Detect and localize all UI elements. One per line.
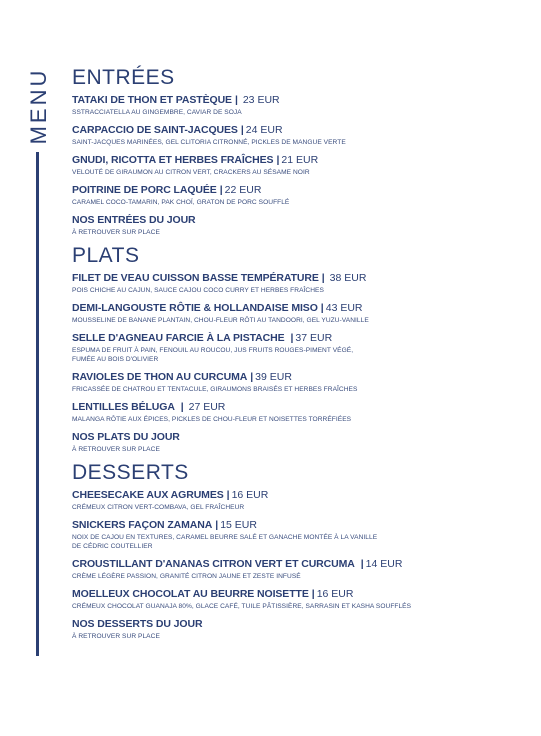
item-description: CRÉMEUX CHOCOLAT GUANAJA 80%, GLACE CAFÉ, TUILE PÂTISSIÈRE, SARRASIN ET KASHA SOUFFLÉS	[72, 603, 412, 610]
item-price: 16 EUR	[316, 588, 354, 600]
item-price: 16 EUR	[231, 489, 269, 501]
menu-item: LENTILLES BÉLUGA | 27 EUR MALANGA RÔTIE AUX ÉPICES, PICKLES DE CHOU-FLEUR ET NOISETTES TORRÉFIÉES	[72, 401, 512, 424]
side-menu-label-text: MENU	[26, 67, 51, 145]
item-description: CRÉMEUX CITRON VERT-COMBAVA, GEL FRAÎCHEUR	[72, 504, 245, 511]
item-name: CARPACCIO DE SAINT-JACQUES	[72, 124, 238, 136]
item-price: 27 EUR	[188, 401, 226, 413]
item-name: FILET DE VEAU CUISSON BASSE TEMPÉRATURE	[72, 272, 319, 284]
item-price: 22 EUR	[224, 184, 262, 196]
item-description: ESPUMA DE FRUIT À PAIN, FENOUIL AU ROUCOU, JUS FRUITS ROUGES-PIMENT VÉGÉ, FUMÉE AU BOIS D'OLIVIER	[72, 347, 354, 363]
item-name: SNICKERS FAÇON ZAMANA	[72, 519, 213, 531]
section-desserts	[72, 461, 512, 641]
menu-item: MOELLEUX CHOCOLAT AU BEURRE NOISETTE | 16 EUR CRÉMEUX CHOCOLAT GUANAJA 80%, GLACE CAFÉ, TUILE PÂTISSIÈRE, SARRASIN ET KASHA SOUFFLÉS	[72, 588, 512, 611]
item-name: CROUSTILLANT D'ANANAS CITRON VERT ET CURCUMA	[72, 558, 355, 570]
menu-item: SELLE D'AGNEAU FARCIE À LA PISTACHE | 37 EUR ESPUMA DE FRUIT À PAIN, FENOUIL AU ROUCOU, JUS FRUITS ROUGES-PIMENT VÉGÉ, FUMÉE AU BOIS D'OLIVIER	[72, 332, 512, 364]
item-description: POIS CHICHE AU CAJUN, SAUCE CAJOU COCO CURRY ET HERBES FRAÎCHES	[72, 287, 324, 294]
item-name: TATAKI DE THON ET PASTÈQUE	[72, 94, 232, 106]
item-description: CRÈME LÉGÈRE PASSION, GRANITÉ CITRON JAUNE ET ZESTE INFUSÉ	[72, 573, 301, 580]
item-name: POITRINE DE PORC LAQUÉE	[72, 184, 217, 196]
item-description: SAINT-JACQUES MARINÉES, GEL CLITORIA CITRONNÉ, PICKLES DE MANGUE VERTE	[72, 139, 346, 146]
item-name: DEMI-LANGOUSTE RÔTIE & HOLLANDAISE MISO	[72, 302, 318, 314]
section-entrees	[72, 66, 512, 237]
item-price: 39 EUR	[255, 371, 292, 383]
item-price: 15 EUR	[220, 519, 257, 531]
item-name: LENTILLES BÉLUGA	[72, 401, 175, 413]
menu-item: TATAKI DE THON ET PASTÈQUE | 23 EUR SSTRACCIATELLA AU GINGEMBRE, CAVIAR DE SOJA	[72, 94, 512, 117]
item-description: MALANGA RÔTIE AUX ÉPICES, PICKLES DE CHOU-FLEUR ET NOISETTES TORRÉFIÉES	[72, 416, 352, 423]
section-title: PLATS	[72, 244, 140, 267]
item-description: NOIX DE CAJOU EN TEXTURES, CARAMEL BEURRE SALÉ ET GANACHE MONTÉE À LA VANILLE DE CÉDRIC COUTELLIER	[72, 534, 378, 550]
item-name: NOS DESSERTS DU JOUR	[72, 618, 203, 630]
menu-item: RAVIOLES DE THON AU CURCUMA | 39 EUR FRICASSÉE DE CHATROU ET TENTACULE, GIRAUMONS BRAISÉS ET HERBES FRAÎCHES	[72, 371, 512, 394]
section-title: ENTRÉES	[72, 66, 175, 89]
item-name: SELLE D'AGNEAU FARCIE À LA PISTACHE	[72, 332, 285, 344]
menu-item: CHEESECAKE AUX AGRUMES | 16 EUR CRÉMEUX CITRON VERT-COMBAVA, GEL FRAÎCHEUR	[72, 489, 512, 512]
item-description: FRICASSÉE DE CHATROU ET TENTACULE, GIRAUMONS BRAISÉS ET HERBES FRAÎCHES	[72, 386, 358, 393]
menu-item: POITRINE DE PORC LAQUÉE | 22 EUR CARAMEL COCO-TAMARIN, PAK CHOÏ, GRATON DE PORC SOUFFLÉ	[72, 184, 512, 207]
menu-item: CARPACCIO DE SAINT-JACQUES | 24 EUR SAINT-JACQUES MARINÉES, GEL CLITORIA CITRONNÉ, PICKLES DE MANGUE VERTE	[72, 124, 512, 147]
menu-item: SNICKERS FAÇON ZAMANA | 15 EUR NOIX DE CAJOU EN TEXTURES, CARAMEL BEURRE SALÉ ET GANACHE MONTÉE À LA VANILLE DE CÉDRIC COUTELLIER	[72, 519, 512, 551]
menu-item	[72, 214, 512, 237]
section-title: DESSERTS	[72, 461, 189, 484]
menu-item: DEMI-LANGOUSTE RÔTIE & HOLLANDAISE MISO | 43 EUR MOUSSELINE DE BANANE PLANTAIN, CHOU-FLEUR RÔTI AU TANDOORI, GEL YUZU-VANILLE	[72, 302, 512, 325]
item-description: MOUSSELINE DE BANANE PLANTAIN, CHOU-FLEUR RÔTI AU TANDOORI, GEL YUZU-VANILLE	[72, 317, 369, 324]
menu-item	[72, 431, 512, 454]
item-price: 43 EUR	[325, 302, 363, 314]
item-name: GNUDI, RICOTTA ET HERBES FRAÎCHES	[72, 154, 274, 166]
item-description: CARAMEL COCO-TAMARIN, PAK CHOÏ, GRATON DE PORC SOUFFLÉ	[72, 199, 290, 206]
menu-content	[72, 66, 512, 648]
side-menu-label	[24, 66, 54, 146]
item-description: VELOUTÉ DE GIRAUMON AU CITRON VERT, CRACKERS AU SÉSAME NOIR	[72, 169, 310, 176]
menu-item: FILET DE VEAU CUISSON BASSE TEMPÉRATURE | 38 EUR POIS CHICHE AU CAJUN, SAUCE CAJOU COCO CURRY ET HERBES FRAÎCHES	[72, 272, 512, 295]
item-price: 14 EUR	[365, 558, 403, 570]
menu-item	[72, 618, 512, 641]
item-price: 21 EUR	[281, 154, 319, 166]
item-name: CHEESECAKE AUX AGRUMES	[72, 489, 224, 501]
item-description: SSTRACCIATELLA AU GINGEMBRE, CAVIAR DE SOJA	[72, 109, 242, 116]
item-price: 23 EUR	[242, 94, 280, 106]
item-price: 24 EUR	[245, 124, 283, 136]
item-description: À RETROUVER SUR PLACE	[72, 229, 160, 236]
item-name: NOS PLATS DU JOUR	[72, 431, 180, 443]
item-name: NOS ENTRÉES DU JOUR	[72, 214, 196, 226]
menu-item: GNUDI, RICOTTA ET HERBES FRAÎCHES | 21 EUR VELOUTÉ DE GIRAUMON AU CITRON VERT, CRACKERS AU SÉSAME NOIR	[72, 154, 512, 177]
item-description: À RETROUVER SUR PLACE	[72, 633, 160, 640]
side-vertical-rule	[36, 152, 39, 656]
item-description: À RETROUVER SUR PLACE	[72, 446, 160, 453]
item-price: 37 EUR	[295, 332, 333, 344]
item-price: 38 EUR	[329, 272, 367, 284]
item-name: MOELLEUX CHOCOLAT AU BEURRE NOISETTE	[72, 588, 309, 600]
section-plats	[72, 244, 512, 454]
item-name: RAVIOLES DE THON AU CURCUMA	[72, 371, 248, 383]
menu-item: CROUSTILLANT D'ANANAS CITRON VERT ET CURCUMA | 14 EUR CRÈME LÉGÈRE PASSION, GRANITÉ CITRON JAUNE ET ZESTE INFUSÉ	[72, 558, 512, 581]
